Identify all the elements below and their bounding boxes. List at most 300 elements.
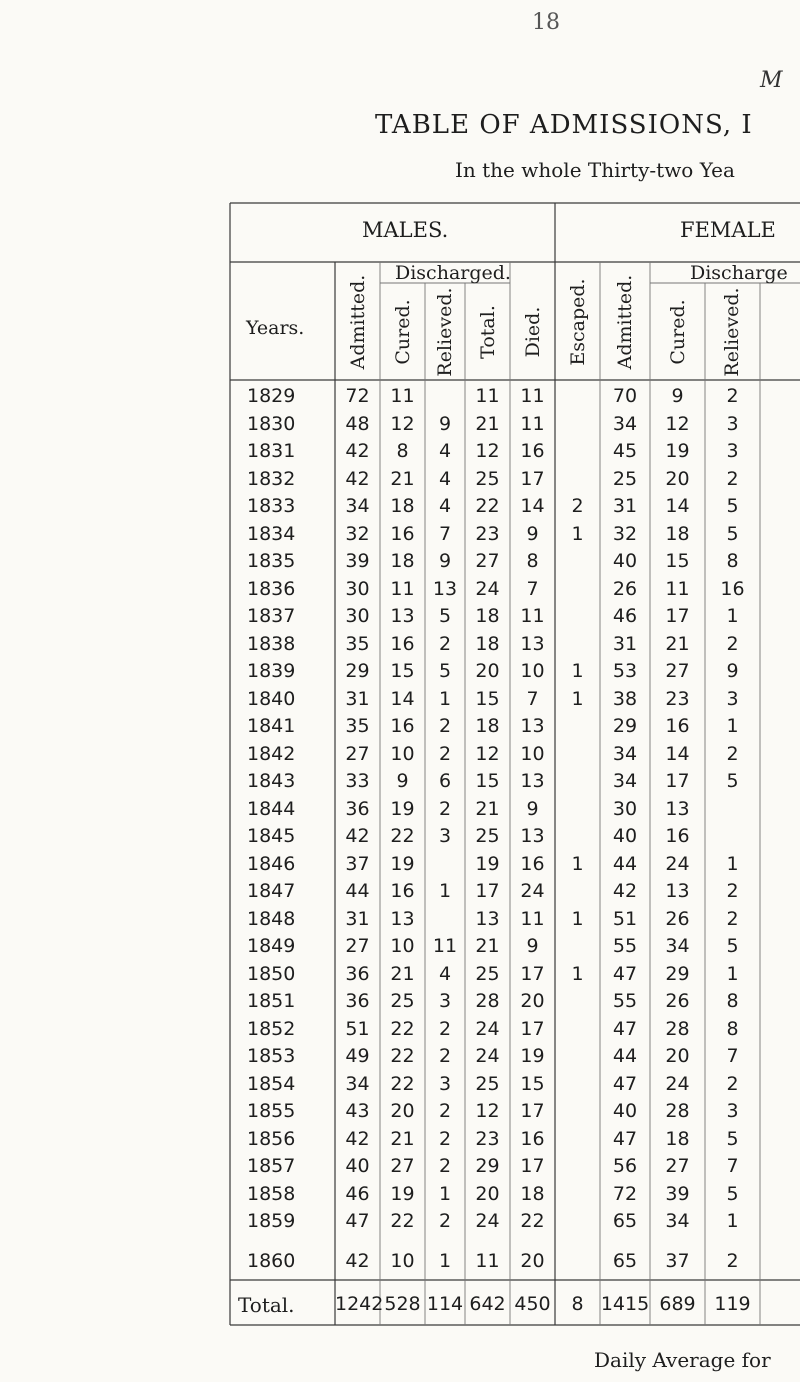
cell-female-relieved: 3: [726, 1100, 739, 1122]
cell-relieved: 3: [438, 990, 452, 1012]
cell-year: 1829: [247, 385, 296, 407]
cell-died: 16: [520, 852, 545, 875]
cell-cured: 21: [390, 1127, 415, 1150]
cell-female-cured: 18: [665, 1127, 690, 1150]
cell-total: 25: [475, 962, 500, 985]
cell-total: 24: [475, 577, 500, 600]
cell-year: 1844: [247, 797, 296, 820]
cell-year: 1843: [247, 770, 296, 792]
cell-cured: 22: [390, 1017, 415, 1040]
cell-total: 11: [475, 385, 500, 407]
cell-relieved: 4: [438, 495, 452, 517]
cell-female-admitted: 31: [612, 495, 638, 517]
cell-year: 1836: [247, 577, 296, 600]
cell-died: 9: [526, 935, 539, 957]
cell-female-relieved: 1: [726, 962, 739, 985]
cell-relieved: 4: [438, 962, 452, 985]
cell-died: 10: [520, 742, 545, 765]
cell-year: 1831: [247, 440, 296, 462]
cell-admitted: 39: [345, 550, 370, 572]
cell-admitted: 36: [345, 962, 370, 985]
table-row: [0, 1018, 800, 1046]
cell-female-cured: 23: [665, 687, 690, 710]
cell-female-cured: 34: [665, 935, 690, 957]
cell-escaped: 1: [571, 907, 584, 930]
cell-total: 17: [475, 880, 500, 902]
cell-year: 1851: [247, 990, 296, 1012]
cell-relieved: 2: [438, 742, 452, 765]
cell-female-relieved: 5: [726, 522, 739, 545]
cell-female-admitted: 34: [612, 770, 638, 792]
cell-relieved: 9: [438, 550, 452, 572]
cell-admitted: 27: [345, 935, 370, 957]
col-female-admitted: Admitted.: [614, 274, 636, 370]
table-row: [0, 963, 800, 991]
cell-cured: 10: [390, 935, 415, 957]
col-years: Years.: [246, 317, 305, 339]
cell-female-cured: 39: [665, 1182, 690, 1205]
cell-relieved: 3: [438, 825, 452, 847]
cell-admitted: 35: [345, 715, 370, 737]
total-female-cured: 689: [659, 1293, 696, 1315]
cell-cured: 14: [390, 687, 415, 710]
total-total: 642: [469, 1293, 506, 1315]
cell-died: 17: [520, 962, 545, 985]
cell-cured: 11: [390, 577, 415, 600]
cell-cured: 18: [390, 495, 415, 517]
page-title: TABLE OF ADMISSIONS, I: [375, 110, 753, 140]
cell-relieved: 2: [438, 1045, 452, 1067]
cell-total: 12: [475, 742, 500, 765]
col-relieved: Relieved.: [434, 287, 456, 377]
cell-cured: 8: [396, 440, 409, 462]
cell-cured: 22: [390, 1210, 415, 1232]
cell-admitted: 51: [345, 1017, 370, 1040]
cell-year: 1838: [247, 632, 296, 655]
cell-admitted: 36: [345, 990, 370, 1012]
cell-relieved: 13: [432, 577, 458, 600]
cell-admitted: 35: [345, 632, 370, 655]
cell-female-cured: 21: [665, 632, 690, 655]
cell-died: 10: [520, 660, 545, 682]
table-row: [0, 1100, 800, 1128]
cell-female-relieved: 2: [726, 632, 739, 655]
table-row: [0, 660, 800, 688]
cell-female-admitted: 65: [612, 1249, 638, 1272]
cell-died: 17: [520, 467, 545, 490]
cell-total: 28: [475, 990, 500, 1012]
cell-admitted: 32: [345, 522, 370, 545]
cell-total: 15: [475, 687, 500, 710]
cell-female-cured: 15: [665, 550, 690, 572]
cell-cured: 10: [390, 1249, 415, 1272]
cell-year: 1857: [247, 1155, 296, 1177]
cell-female-relieved: 7: [726, 1045, 739, 1067]
table-row: [0, 605, 800, 633]
cell-female-cured: 26: [665, 907, 690, 930]
cell-cured: 25: [390, 990, 415, 1012]
cell-female-relieved: 2: [726, 467, 739, 490]
cell-female-cured: 37: [665, 1249, 690, 1272]
cell-year: 1834: [247, 522, 296, 545]
table-row: [0, 990, 800, 1018]
cell-escaped: 1: [571, 962, 584, 985]
cell-year: 1830: [247, 412, 296, 435]
cell-total: 25: [475, 467, 500, 490]
table-row: [0, 688, 800, 716]
table-row: [0, 880, 800, 908]
cell-admitted: 29: [345, 660, 370, 682]
cell-died: 16: [520, 440, 545, 462]
cell-total: 13: [475, 907, 500, 930]
cell-year: 1839: [247, 660, 296, 682]
cell-total: 21: [475, 412, 500, 435]
cell-female-admitted: 47: [612, 962, 638, 985]
cell-admitted: 72: [345, 385, 370, 407]
cell-female-admitted: 40: [612, 550, 638, 572]
cell-female-cured: 11: [665, 577, 690, 600]
cell-admitted: 31: [345, 907, 370, 930]
cell-total: 20: [475, 660, 500, 682]
cell-relieved: 5: [438, 605, 452, 627]
cell-escaped: 1: [571, 852, 584, 875]
cell-year: 1848: [247, 907, 296, 930]
col-female-cured: Cured.: [667, 299, 689, 365]
cell-cured: 22: [390, 1045, 415, 1067]
cell-relieved: 1: [438, 687, 452, 710]
cell-died: 24: [520, 880, 545, 902]
cell-female-cured: 19: [665, 440, 690, 462]
table-row: [0, 770, 800, 798]
cell-female-cured: 24: [665, 1072, 690, 1095]
table-row: [0, 413, 800, 441]
cell-cured: 19: [390, 797, 415, 820]
cell-relieved: 2: [438, 1100, 452, 1122]
cell-cured: 10: [390, 742, 415, 765]
col-cured: Cured.: [392, 299, 414, 365]
cell-female-relieved: 8: [726, 1017, 739, 1040]
cell-admitted: 44: [345, 880, 370, 902]
cell-female-admitted: 30: [612, 797, 638, 820]
cell-female-admitted: 51: [612, 907, 638, 930]
cell-female-relieved: 9: [726, 660, 739, 682]
cell-female-cured: 26: [665, 990, 690, 1012]
totals-row: [0, 1293, 800, 1323]
cell-female-relieved: 3: [726, 412, 739, 435]
cell-year: 1842: [247, 742, 296, 765]
cell-admitted: 46: [345, 1182, 370, 1205]
cell-year: 1846: [247, 852, 296, 875]
table-row: [0, 440, 800, 468]
cell-relieved: 2: [438, 797, 452, 820]
table-row: [0, 495, 800, 523]
cell-died: 16: [520, 1127, 545, 1150]
cell-died: 9: [526, 522, 539, 545]
cell-admitted: 42: [345, 825, 370, 847]
cell-died: 13: [520, 825, 545, 847]
cell-cured: 21: [390, 962, 415, 985]
cell-female-relieved: 5: [726, 1127, 739, 1150]
cell-female-relieved: 2: [726, 742, 739, 765]
cell-female-admitted: 72: [612, 1182, 638, 1205]
cell-female-relieved: 2: [726, 907, 739, 930]
cell-female-relieved: 1: [726, 852, 739, 875]
cell-female-cured: 27: [665, 660, 690, 682]
cell-female-admitted: 31: [612, 632, 638, 655]
cell-year: 1854: [247, 1072, 296, 1095]
cell-relieved: 1: [438, 880, 452, 902]
cell-relieved: 1: [438, 1182, 452, 1205]
cell-female-cured: 13: [665, 797, 690, 820]
cell-female-relieved: 2: [726, 385, 739, 407]
cell-died: 9: [526, 797, 539, 820]
cell-admitted: 31: [345, 687, 370, 710]
cell-year: 1850: [247, 962, 296, 985]
cell-admitted: 42: [345, 467, 370, 490]
cell-admitted: 37: [345, 852, 370, 875]
cell-year: 1847: [247, 880, 296, 902]
cell-female-cured: 9: [671, 385, 684, 407]
cell-female-admitted: 47: [612, 1072, 638, 1095]
cell-total: 12: [475, 1100, 500, 1122]
cell-admitted: 49: [345, 1045, 370, 1067]
cell-year: 1833: [247, 495, 296, 517]
cell-total: 27: [475, 550, 500, 572]
cell-admitted: 42: [345, 440, 370, 462]
cell-cured: 20: [390, 1100, 415, 1122]
cell-relieved: 2: [438, 632, 452, 655]
cell-died: 13: [520, 770, 545, 792]
table-row: [0, 1210, 800, 1238]
cell-female-relieved: 8: [726, 550, 739, 572]
cell-year: 1860: [247, 1249, 296, 1272]
cell-admitted: 40: [345, 1155, 370, 1177]
cell-female-cured: 28: [665, 1100, 690, 1122]
cell-total: 11: [475, 1249, 500, 1272]
total-escaped: 8: [571, 1293, 584, 1315]
cell-cured: 11: [390, 385, 415, 407]
cell-died: 19: [520, 1045, 545, 1067]
cell-total: 23: [475, 1127, 500, 1150]
cell-female-cured: 16: [665, 715, 690, 737]
cell-relieved: 4: [438, 467, 452, 490]
total-relieved: 114: [426, 1293, 464, 1315]
cell-cured: 16: [390, 880, 415, 902]
footer-note: Daily Average for: [594, 1348, 771, 1372]
cell-cured: 27: [390, 1155, 415, 1177]
cell-relieved: 2: [438, 1127, 452, 1150]
cell-female-admitted: 38: [612, 687, 638, 710]
cell-female-relieved: 1: [726, 605, 739, 627]
cell-relieved: 3: [438, 1072, 452, 1095]
cell-female-admitted: 65: [612, 1210, 638, 1232]
cell-died: 13: [520, 632, 545, 655]
cell-cured: 19: [390, 1182, 415, 1205]
cell-female-admitted: 44: [612, 1045, 638, 1067]
cell-cured: 19: [390, 852, 415, 875]
cell-year: 1859: [247, 1210, 296, 1232]
table-row: [0, 825, 800, 853]
table-row: [0, 1250, 800, 1278]
female-discharged-header: Discharge: [690, 262, 788, 284]
cell-year: 1856: [247, 1127, 296, 1150]
cell-female-relieved: 5: [726, 935, 739, 957]
cell-cured: 13: [390, 907, 415, 930]
cell-total: 22: [475, 495, 500, 517]
cell-year: 1845: [247, 825, 296, 847]
cell-died: 7: [526, 687, 539, 710]
cell-cured: 13: [390, 605, 415, 627]
cell-female-relieved: 5: [726, 770, 739, 792]
cell-cured: 21: [390, 467, 415, 490]
cell-cured: 18: [390, 550, 415, 572]
table-row: [0, 715, 800, 743]
cell-admitted: 30: [345, 577, 370, 600]
cell-female-relieved: 1: [726, 715, 739, 737]
cell-total: 24: [475, 1017, 500, 1040]
totals-label: Total.: [238, 1293, 295, 1317]
cell-total: 15: [475, 770, 500, 792]
cell-relieved: 2: [438, 1210, 452, 1232]
table-row: [0, 468, 800, 496]
cell-died: 7: [526, 577, 539, 600]
table-row: [0, 853, 800, 881]
cell-female-admitted: 46: [612, 605, 638, 627]
cell-died: 20: [520, 1249, 545, 1272]
females-header: FEMALE: [680, 218, 776, 242]
cell-admitted: 30: [345, 605, 370, 627]
cell-escaped: 1: [571, 687, 584, 710]
cell-female-admitted: 70: [612, 385, 638, 407]
cell-total: 25: [475, 825, 500, 847]
cell-year: 1858: [247, 1182, 296, 1205]
cell-died: 11: [520, 907, 545, 930]
cell-female-admitted: 47: [612, 1017, 638, 1040]
cell-died: 13: [520, 715, 545, 737]
cell-cured: 16: [390, 632, 415, 655]
cell-female-cured: 29: [665, 962, 690, 985]
cell-female-admitted: 55: [612, 935, 638, 957]
cell-died: 15: [520, 1072, 545, 1095]
cell-year: 1849: [247, 935, 296, 957]
cell-admitted: 48: [345, 412, 370, 435]
cell-female-relieved: 5: [726, 1182, 739, 1205]
cell-female-admitted: 34: [612, 412, 638, 435]
cell-total: 21: [475, 797, 500, 820]
cell-year: 1840: [247, 687, 296, 710]
cell-female-relieved: 1: [726, 1210, 739, 1232]
cell-admitted: 47: [345, 1210, 370, 1232]
table-row: [0, 385, 800, 413]
male-discharged-header: Discharged.: [395, 262, 511, 284]
cell-admitted: 34: [345, 1072, 370, 1095]
cell-female-cured: 17: [665, 770, 690, 792]
cell-year: 1841: [247, 715, 296, 737]
cell-admitted: 27: [345, 742, 370, 765]
cell-admitted: 42: [345, 1127, 370, 1150]
cell-female-relieved: 3: [726, 440, 739, 462]
cell-total: 18: [475, 715, 500, 737]
cell-female-cured: 17: [665, 605, 690, 627]
cell-relieved: 5: [438, 660, 452, 682]
total-female-admitted: 1415: [600, 1293, 650, 1315]
cell-year: 1855: [247, 1100, 296, 1122]
cell-female-cured: 18: [665, 522, 690, 545]
cell-cured: 16: [390, 522, 415, 545]
col-escaped: Escaped.: [567, 278, 589, 366]
table-row: [0, 798, 800, 826]
cell-total: 12: [475, 440, 500, 462]
cell-female-relieved: 2: [726, 880, 739, 902]
cell-year: 1852: [247, 1017, 296, 1040]
cell-female-cured: 16: [665, 825, 690, 847]
cell-relieved: 4: [438, 440, 452, 462]
cell-admitted: 42: [345, 1249, 370, 1272]
cell-female-admitted: 29: [612, 715, 638, 737]
cell-female-cured: 14: [665, 742, 690, 765]
col-died: Died.: [522, 306, 544, 358]
cell-female-relieved: 8: [726, 990, 739, 1012]
cell-female-cured: 14: [665, 495, 690, 517]
cell-died: 8: [526, 550, 539, 572]
cell-died: 17: [520, 1100, 545, 1122]
corner-mark: M: [760, 68, 783, 93]
cell-female-admitted: 32: [612, 522, 638, 545]
cell-died: 17: [520, 1155, 545, 1177]
cell-died: 17: [520, 1017, 545, 1040]
cell-died: 11: [520, 385, 545, 407]
cell-died: 18: [520, 1182, 545, 1205]
cell-female-cured: 20: [665, 1045, 690, 1067]
cell-year: 1853: [247, 1045, 296, 1067]
cell-female-relieved: 2: [726, 1249, 739, 1272]
males-header: MALES.: [362, 218, 449, 242]
cell-admitted: 36: [345, 797, 370, 820]
cell-relieved: 6: [438, 770, 452, 792]
cell-died: 11: [520, 412, 545, 435]
cell-female-cured: 13: [665, 880, 690, 902]
total-admitted: 1242: [335, 1293, 384, 1315]
cell-died: 11: [520, 605, 545, 627]
table-row: [0, 578, 800, 606]
cell-relieved: 2: [438, 1017, 452, 1040]
cell-female-admitted: 42: [612, 880, 638, 902]
table-row: [0, 550, 800, 578]
cell-died: 14: [520, 495, 545, 517]
cell-female-relieved: 7: [726, 1155, 739, 1177]
cell-admitted: 34: [345, 495, 370, 517]
cell-female-admitted: 55: [612, 990, 638, 1012]
col-female-relieved: Relieved.: [721, 287, 743, 377]
cell-total: 24: [475, 1210, 500, 1232]
cell-female-admitted: 40: [612, 1100, 638, 1122]
cell-admitted: 43: [345, 1100, 370, 1122]
cell-year: 1837: [247, 605, 296, 627]
cell-cured: 15: [390, 660, 415, 682]
total-died: 450: [514, 1293, 551, 1315]
cell-total: 20: [475, 1182, 500, 1205]
cell-relieved: 2: [438, 715, 452, 737]
cell-year: 1832: [247, 467, 296, 490]
cell-female-admitted: 26: [612, 577, 638, 600]
table-row: [0, 1183, 800, 1211]
cell-female-admitted: 56: [612, 1155, 638, 1177]
cell-cured: 16: [390, 715, 415, 737]
total-cured: 528: [384, 1293, 421, 1315]
cell-female-cured: 24: [665, 852, 690, 875]
cell-escaped: 2: [571, 495, 584, 517]
cell-female-admitted: 45: [612, 440, 638, 462]
